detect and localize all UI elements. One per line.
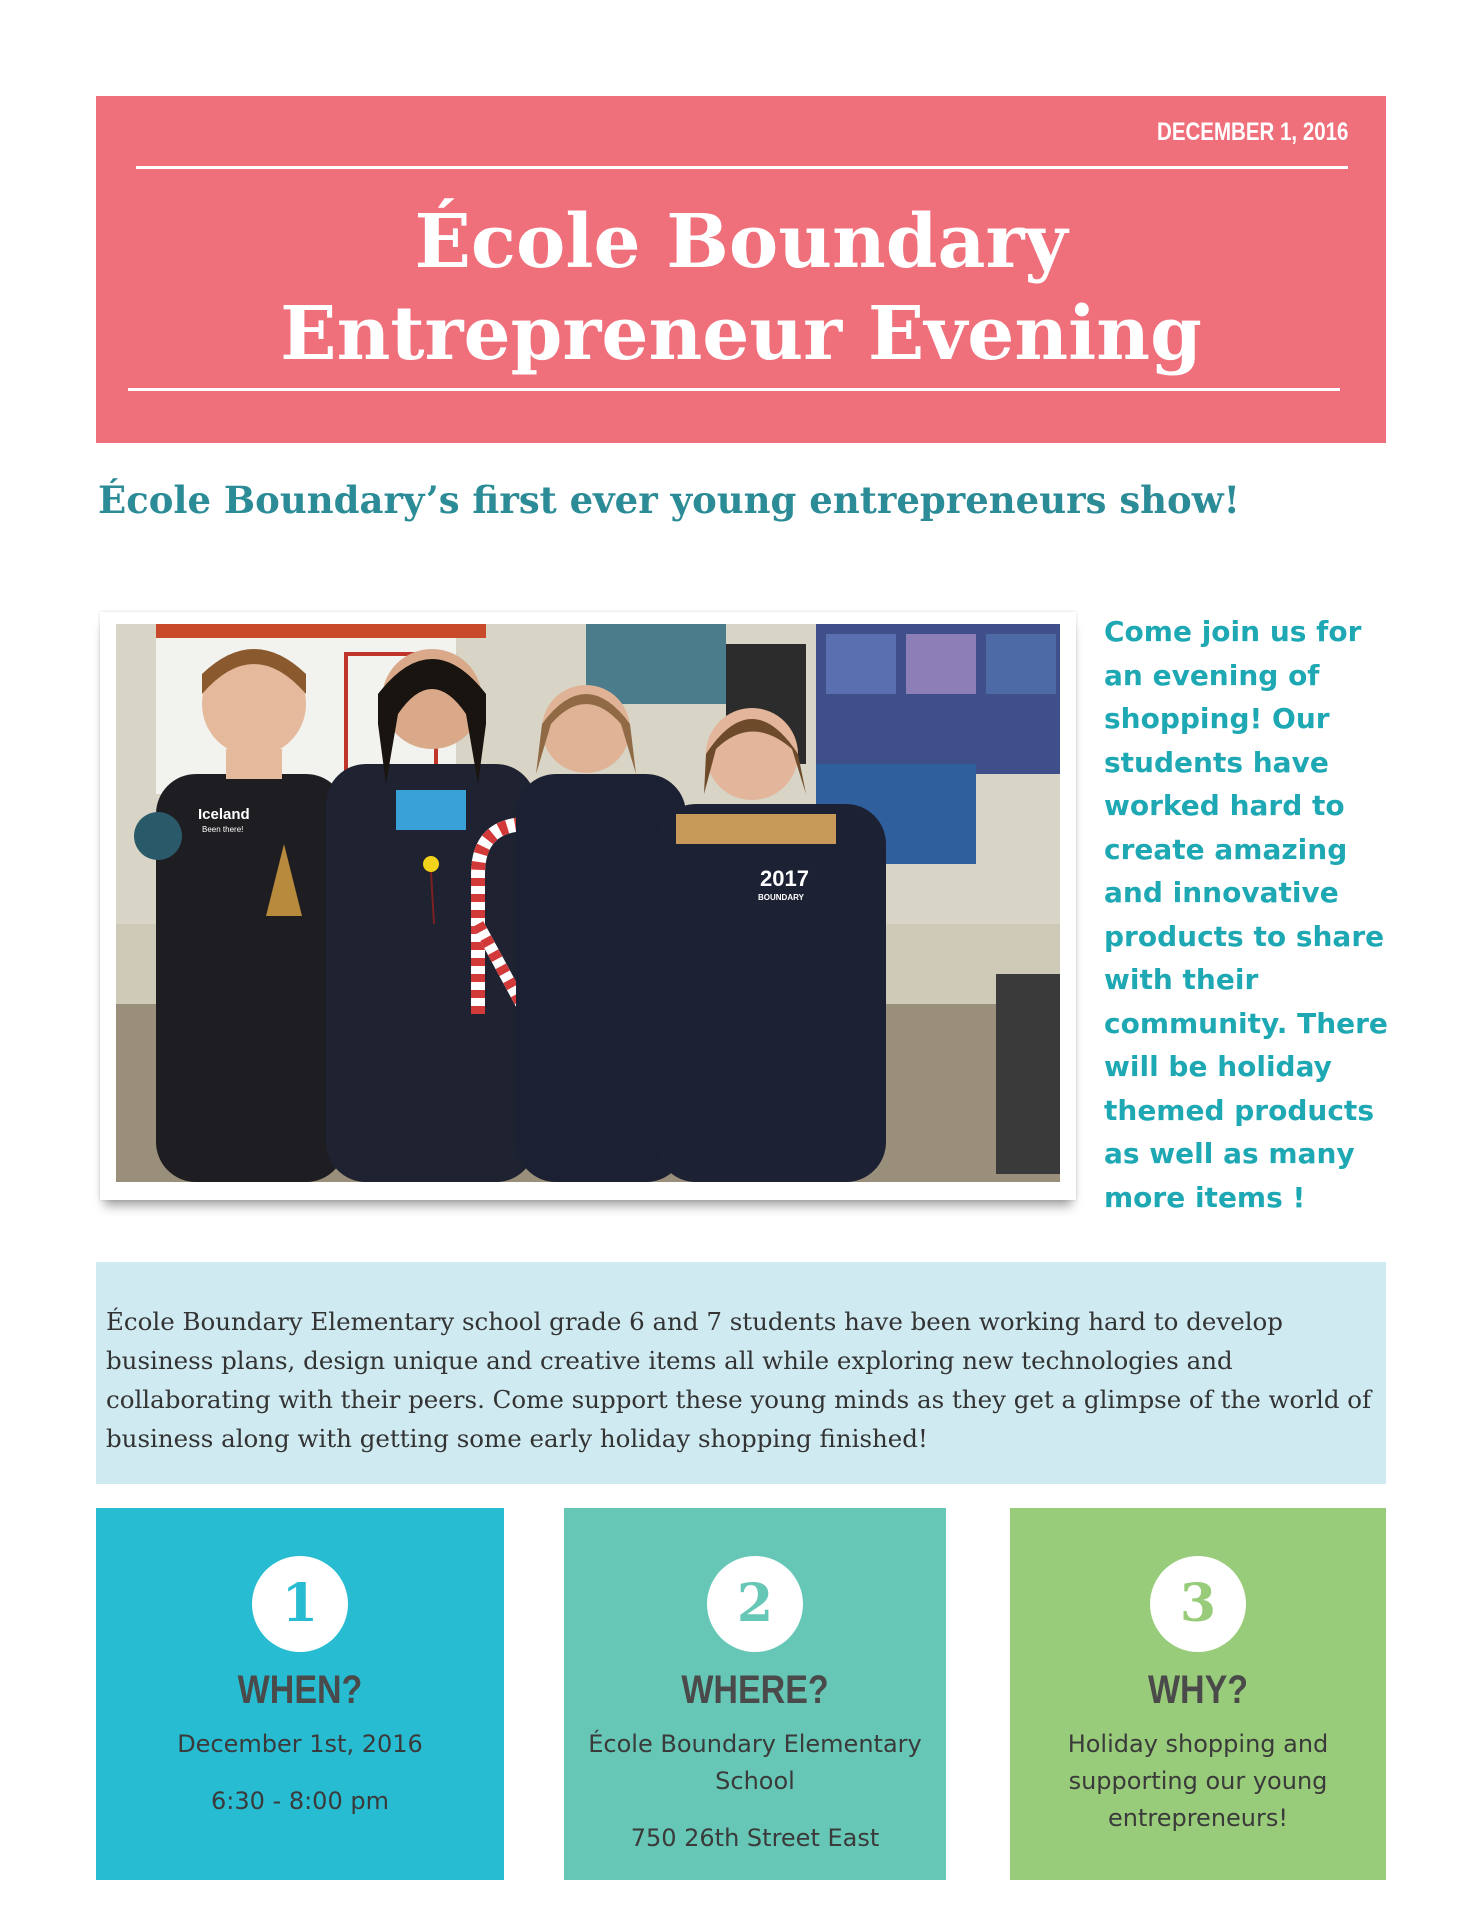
invite-text: Come join us for an evening of shopping! Our students have worked hard to create amazing and innovative products to share with their community. There will be holiday themed products as well as many more items ! (1104, 615, 1388, 1214)
photo-hoodie-year: 2017 (760, 866, 809, 891)
card-when-time: 6:30 - 8:00 pm (211, 1787, 389, 1815)
card-number-1: 1 (252, 1556, 348, 1652)
info-text: École Boundary Elementary school grade 6 and 7 students have been working hard to develop business plans, design unique and creative items all while exploring new technologies and collaborating with their peers. Come support these young minds as they get a glimpse of the world of business along with getting some early holiday shopping finished! (106, 1307, 1372, 1453)
page-title (96, 196, 1386, 380)
card-heading-when: WHEN? (237, 1668, 363, 1712)
header-top-rule (136, 166, 1348, 169)
card-number-2: 2 (707, 1556, 803, 1652)
header-bottom-rule (128, 388, 1340, 391)
title-line-2: Entrepreneur Evening (280, 291, 1202, 377)
header-banner (96, 96, 1386, 443)
info-box (96, 1262, 1386, 1484)
card-when-date: December 1st, 2016 (177, 1730, 423, 1758)
card-where (564, 1508, 946, 1880)
card-text-where (580, 1726, 930, 1857)
card-why (1010, 1508, 1386, 1880)
date-label: DECEMBER 1, 2016 (1156, 118, 1348, 146)
subtitle: École Boundary’s first ever young entrepreneurs show! (98, 478, 1240, 522)
photo-frame (100, 612, 1076, 1200)
card-text-when (112, 1726, 488, 1820)
photo-hoodie-name: BOUNDARY (758, 893, 804, 902)
students-photo (116, 624, 1060, 1182)
card-why-reason: Holiday shopping and supporting our young entrepreneurs! (1067, 1730, 1329, 1832)
card-text-why (1026, 1726, 1370, 1837)
card-number-3: 3 (1150, 1556, 1246, 1652)
title-line-1: École Boundary (414, 199, 1068, 285)
card-where-place: École Boundary Elementary School (588, 1730, 922, 1795)
photo-shirt-subtext: Been there! (202, 825, 244, 834)
card-heading-why: WHY? (1147, 1668, 1249, 1712)
card-when (96, 1508, 504, 1880)
card-heading-where: WHERE? (681, 1668, 829, 1712)
card-where-address: 750 26th Street East (630, 1824, 880, 1852)
photo-shirt-text: Iceland (198, 806, 250, 823)
